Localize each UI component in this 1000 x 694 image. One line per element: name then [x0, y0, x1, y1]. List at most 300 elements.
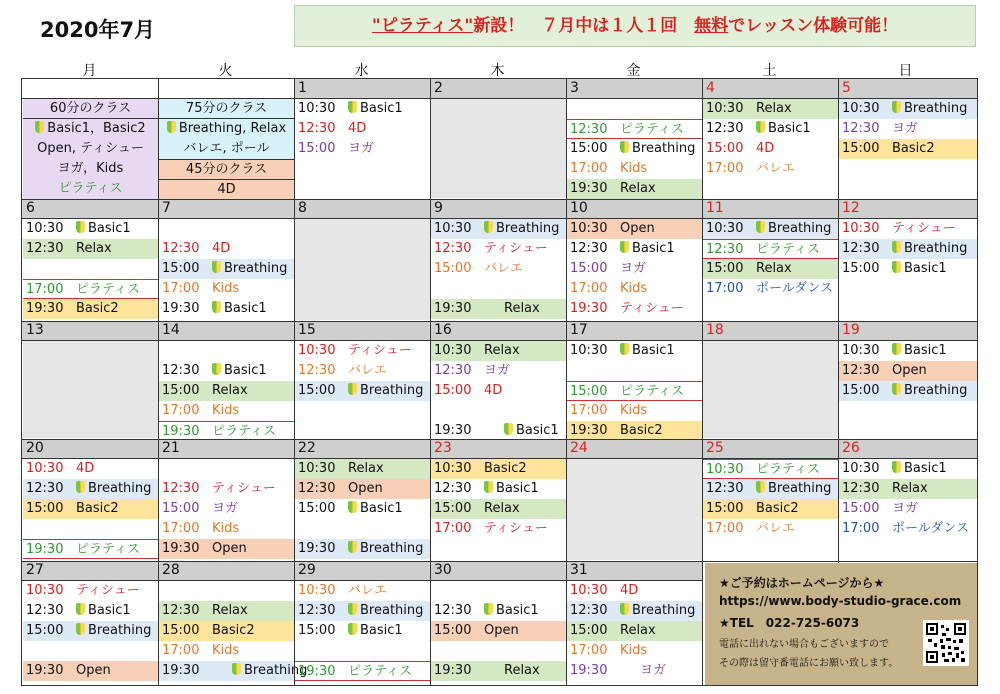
lesson-slot — [159, 239, 294, 259]
lesson-time: 15:00 — [842, 261, 880, 276]
lesson-slot — [703, 479, 838, 499]
lesson-time: 17:00 — [570, 161, 608, 176]
lesson-time: 19:30 — [26, 663, 64, 678]
closed-day — [23, 341, 158, 438]
lesson-slot — [839, 259, 977, 279]
lesson-name-text: Basic1 — [224, 363, 267, 378]
lesson-time: 15:00 — [570, 384, 608, 399]
lesson-time: 15:00 — [434, 623, 472, 638]
legend-60-text: Basic1，Basic2 — [47, 121, 146, 136]
date-number: 31 — [570, 562, 588, 578]
beginner-leaf-icon — [756, 221, 765, 233]
lesson-slot — [567, 239, 702, 259]
beginner-leaf-icon — [76, 623, 85, 635]
lesson-slot — [159, 401, 294, 421]
legend-45-item: 4D — [217, 182, 236, 197]
lesson-name — [484, 219, 559, 239]
lesson-slot — [23, 299, 158, 319]
date-number: 9 — [434, 200, 443, 216]
lesson-name — [504, 421, 559, 441]
lesson-time: 10:30 — [842, 101, 880, 116]
lesson-name — [76, 280, 140, 300]
lesson-time: 19:30 — [162, 541, 200, 556]
lesson-name — [620, 401, 647, 421]
lesson-time: 12:30 — [570, 122, 608, 137]
lesson-slot — [159, 259, 294, 279]
lesson-name — [212, 519, 239, 539]
lesson-name-text: Basic1 — [632, 241, 675, 256]
lesson-slot — [431, 621, 566, 641]
info-tel: ★TEL 022-725-6073 — [719, 616, 860, 630]
lesson-time: 12:30 — [26, 241, 64, 256]
date-number: 26 — [842, 440, 860, 456]
date-number: 28 — [162, 562, 180, 578]
lesson-time: 10:30 — [570, 583, 608, 598]
date-number: 27 — [26, 562, 44, 578]
lesson-slot — [159, 661, 308, 681]
lesson-time: 12:30 — [434, 603, 472, 618]
lesson-name — [212, 259, 287, 279]
lesson-time: 19:30 — [570, 663, 608, 678]
lesson-name — [484, 459, 527, 479]
lesson-time: 19:30 — [570, 301, 608, 316]
lesson-name-text: Kids — [620, 161, 648, 176]
beginner-leaf-icon — [76, 221, 85, 233]
lesson-name — [620, 239, 675, 259]
lesson-name-text: Basic1 — [88, 221, 131, 236]
lesson-time: 12:30 — [298, 603, 336, 618]
legend-75min — [159, 99, 294, 159]
lesson-time: 15:00 — [162, 623, 200, 638]
lesson-slot — [703, 499, 838, 519]
lesson-time: 10:30 — [434, 461, 472, 476]
legend-60-item — [23, 139, 158, 159]
lesson-time: 17:00 — [162, 403, 200, 418]
lesson-name-text: 4D — [212, 241, 231, 256]
lesson-slot — [159, 421, 294, 441]
lesson-time: 15:00 — [162, 261, 200, 276]
lesson-name-text: Basic2 — [76, 501, 119, 516]
lesson-slot — [703, 119, 838, 139]
lesson-slot — [703, 459, 838, 479]
lesson-time: 12:30 — [706, 481, 744, 496]
beginner-leaf-icon — [348, 501, 357, 513]
column-divider — [294, 79, 295, 685]
lesson-slot — [295, 99, 430, 119]
date-bar — [838, 79, 977, 99]
lesson-slot — [839, 239, 977, 259]
lesson-slot — [431, 361, 566, 381]
lesson-name — [348, 539, 423, 559]
lesson-name — [212, 601, 248, 621]
lesson-name-text: Basic2 — [212, 623, 255, 638]
lesson-time: 10:30 — [570, 343, 608, 358]
lesson-name-text: 4D — [484, 383, 503, 398]
date-number: 6 — [26, 200, 35, 216]
lesson-slot — [431, 661, 566, 681]
lesson-name-text: Breathing — [632, 603, 696, 618]
beginner-leaf-icon — [756, 121, 765, 133]
date-number: 14 — [162, 322, 180, 338]
lesson-name — [620, 641, 647, 661]
lesson-time: 10:30 — [706, 101, 744, 116]
lesson-slot — [839, 381, 977, 401]
lesson-name-text: Relax — [348, 461, 384, 476]
column-divider — [702, 79, 703, 685]
date-bar — [838, 439, 977, 459]
lesson-name-text: ティシュー — [76, 583, 140, 598]
lesson-time: 17:00 — [842, 521, 880, 536]
lesson-slot — [159, 519, 294, 539]
lesson-name — [620, 382, 684, 402]
lesson-slot — [295, 661, 430, 681]
lesson-time: 17:00 — [570, 281, 608, 296]
date-bar — [430, 199, 566, 219]
lesson-name-text: Basic2 — [620, 423, 663, 438]
lesson-name — [756, 240, 820, 260]
lesson-time: 15:00 — [842, 383, 880, 398]
lesson-name — [620, 279, 647, 299]
lesson-name-text: 4D — [348, 121, 367, 136]
beginner-leaf-icon — [484, 481, 493, 493]
lesson-time: 12:30 — [162, 603, 200, 618]
lesson-time: 15:00 — [26, 501, 64, 516]
lesson-name — [484, 341, 520, 361]
lesson-name-text: ピラティス — [212, 424, 276, 439]
lesson-time: 12:30 — [842, 481, 880, 496]
lesson-slot — [839, 479, 977, 499]
lesson-name-text: Kids — [212, 281, 240, 296]
date-number: 12 — [842, 200, 860, 216]
lesson-time: 19:30 — [570, 423, 608, 438]
lesson-slot — [295, 381, 430, 401]
lesson-slot — [159, 299, 294, 319]
info-note-2: その際は留守番電話にお願い致します。 — [719, 658, 899, 669]
lesson-slot — [23, 459, 158, 479]
date-bar — [294, 561, 430, 581]
lesson-name — [620, 299, 684, 319]
lesson-name — [620, 179, 656, 199]
legend-60-item — [23, 159, 158, 179]
lesson-name-text: Basic1 — [904, 343, 947, 358]
lesson-time: 15:00 — [298, 501, 336, 516]
lesson-name — [76, 219, 131, 239]
beginner-leaf-icon — [484, 221, 493, 233]
lesson-name — [348, 459, 384, 479]
date-bar — [158, 199, 294, 219]
lesson-slot — [159, 499, 294, 519]
lesson-name-text: Basic1 — [496, 603, 539, 618]
lesson-slot — [295, 361, 430, 381]
legend-75-item — [159, 139, 294, 159]
lesson-slot — [567, 119, 702, 139]
lesson-slot — [159, 539, 294, 559]
lesson-name — [212, 539, 247, 559]
lesson-name — [756, 279, 833, 299]
date-number: 29 — [298, 562, 316, 578]
lesson-name-text: Kids — [620, 643, 648, 658]
beginner-leaf-icon — [892, 261, 901, 273]
legend-75-text: Breathing, Relax — [178, 121, 287, 136]
lesson-name-text: ティシュー — [212, 481, 276, 496]
lesson-slot — [567, 279, 702, 299]
lesson-time: 17:00 — [706, 161, 744, 176]
lesson-slot — [431, 259, 566, 279]
lesson-slot — [567, 621, 702, 641]
lesson-name-text: Breathing — [632, 141, 696, 156]
beginner-leaf-icon — [892, 343, 901, 355]
lesson-name — [892, 361, 927, 381]
lesson-name-text: Relax — [76, 241, 112, 256]
lesson-name — [76, 499, 119, 519]
legend-60-item — [23, 119, 158, 139]
legend-60-text: Open, ティシュー — [37, 141, 144, 156]
lesson-slot — [23, 239, 158, 259]
lesson-name-text: Breathing — [88, 481, 152, 496]
lesson-slot — [295, 539, 430, 559]
lesson-time: 15:00 — [570, 261, 608, 276]
lesson-time: 12:30 — [434, 481, 472, 496]
date-number: 20 — [26, 440, 44, 456]
beginner-leaf-icon — [484, 603, 493, 615]
lesson-name — [504, 299, 540, 319]
beginner-leaf-icon — [35, 121, 44, 133]
lesson-slot — [703, 99, 838, 119]
lesson-name-text: Open — [212, 541, 247, 556]
lesson-time: 19:30 — [26, 301, 64, 316]
lesson-name-text: ピラティス — [620, 384, 684, 399]
lesson-name — [484, 479, 539, 499]
lesson-name — [212, 641, 239, 661]
lesson-name-text: Basic1 — [904, 461, 947, 476]
lesson-name-text: Basic1 — [496, 481, 539, 496]
lesson-name — [892, 381, 967, 401]
lesson-time: 15:00 — [162, 501, 200, 516]
lesson-name — [756, 119, 811, 139]
lesson-time: 15:00 — [434, 501, 472, 516]
lesson-name-text: Relax — [756, 101, 792, 116]
lesson-slot — [431, 381, 566, 401]
legend-60-header: 60分のクラス — [23, 99, 158, 119]
info-url[interactable]: https://www.body-studio-grace.com — [719, 594, 962, 608]
lesson-time: 15:00 — [570, 623, 608, 638]
lesson-name — [76, 479, 151, 499]
lesson-name-text: ピラティス — [756, 462, 820, 477]
lesson-name-text: Breathing — [496, 221, 560, 236]
lesson-name-text: Breathing — [904, 383, 968, 398]
lesson-name — [620, 120, 684, 140]
lesson-slot — [23, 621, 158, 641]
lesson-name — [348, 361, 387, 381]
lesson-name-text: Basic1 — [360, 623, 403, 638]
lesson-time: 10:30 — [298, 343, 336, 358]
lesson-time: 10:30 — [706, 221, 744, 236]
lesson-name — [892, 341, 947, 361]
lesson-time: 15:00 — [26, 623, 64, 638]
legend-60min — [23, 99, 158, 199]
date-number: 15 — [298, 322, 316, 338]
date-number: 25 — [706, 440, 724, 456]
lesson-name-text: Open — [620, 221, 655, 236]
lesson-name-text: Breathing — [360, 541, 424, 556]
info-reserve: ★ご予約はホームページから★ — [719, 576, 885, 590]
lesson-slot — [431, 459, 566, 479]
lesson-name-text: Relax — [212, 383, 248, 398]
lesson-name — [484, 381, 502, 401]
lesson-name-text: 4D — [756, 141, 775, 156]
lesson-name — [892, 139, 935, 159]
date-number: 2 — [434, 80, 443, 96]
lesson-name — [620, 139, 695, 159]
lesson-name-text: バレエ — [348, 583, 388, 598]
lesson-time: 19:30 — [434, 301, 472, 316]
lesson-name — [892, 479, 928, 499]
lesson-name — [348, 119, 366, 139]
lesson-name — [620, 219, 655, 239]
lesson-time: 12:30 — [26, 481, 64, 496]
row-divider — [22, 561, 977, 562]
date-bar — [566, 199, 702, 219]
lesson-name — [348, 139, 374, 159]
lesson-name — [620, 341, 675, 361]
legend-60-text: ヨガ，Kids — [57, 161, 124, 176]
date-bar — [702, 439, 838, 459]
beginner-leaf-icon — [620, 603, 629, 615]
lesson-slot — [295, 601, 430, 621]
lesson-name-text: ピラティス — [348, 664, 412, 679]
weekday-3: 木 — [490, 63, 505, 79]
lesson-time: 12:30 — [842, 363, 880, 378]
date-bar — [702, 321, 838, 341]
date-number: 19 — [842, 322, 860, 338]
date-bar — [838, 321, 977, 341]
lesson-name-text: Breathing — [768, 481, 832, 496]
lesson-slot — [23, 499, 158, 519]
date-number: 7 — [162, 200, 171, 216]
banner-text-2: でレッスン体験可能！ — [728, 16, 899, 36]
lesson-time: 10:30 — [842, 221, 880, 236]
lesson-time: 17:00 — [162, 521, 200, 536]
date-number: 8 — [298, 200, 307, 216]
weekday-1: 火 — [218, 63, 233, 79]
lesson-name-text: Basic1 — [224, 301, 267, 316]
lesson-name-text: ティシュー — [892, 221, 956, 236]
lesson-slot — [431, 239, 566, 259]
lesson-time: 10:30 — [298, 461, 336, 476]
lesson-slot — [703, 279, 838, 299]
lesson-time: 15:00 — [298, 383, 336, 398]
lesson-name-text: Open — [76, 663, 111, 678]
lesson-time: 12:30 — [842, 241, 880, 256]
lesson-name-text: Basic2 — [76, 301, 119, 316]
lesson-name — [892, 119, 918, 139]
lesson-slot — [839, 459, 977, 479]
lesson-slot — [703, 239, 838, 259]
lesson-slot — [567, 341, 702, 361]
date-bar — [566, 321, 702, 341]
lesson-name — [756, 99, 792, 119]
date-number: 24 — [570, 440, 588, 456]
date-number: 18 — [706, 322, 724, 338]
lesson-name — [892, 99, 967, 119]
lesson-slot — [703, 519, 838, 539]
beginner-leaf-icon — [756, 481, 765, 493]
lesson-name — [348, 499, 403, 519]
lesson-name-text: Breathing — [360, 383, 424, 398]
lesson-name-text: ピラティス — [76, 542, 140, 557]
lesson-name — [212, 361, 267, 381]
lesson-name — [76, 581, 140, 601]
date-number: 10 — [570, 200, 588, 216]
lesson-slot — [431, 479, 566, 499]
lesson-name — [348, 601, 423, 621]
beginner-leaf-icon — [348, 101, 357, 113]
lesson-time: 15:00 — [706, 261, 744, 276]
lesson-time: 10:30 — [842, 343, 880, 358]
closed-day — [431, 99, 566, 198]
lesson-slot — [295, 119, 430, 139]
promo-banner — [294, 5, 976, 47]
lesson-name — [76, 621, 151, 641]
lesson-name-text: Basic2 — [484, 461, 527, 476]
qr-code-icon[interactable] — [923, 620, 969, 666]
lesson-name-text: Breathing — [768, 221, 832, 236]
date-bar — [22, 439, 158, 459]
lesson-name — [504, 661, 540, 681]
lesson-name — [484, 239, 548, 259]
lesson-time: 17:00 — [570, 403, 608, 418]
lesson-time: 10:30 — [26, 583, 64, 598]
date-bar — [566, 79, 702, 99]
lesson-slot — [703, 219, 838, 239]
lesson-slot — [839, 99, 977, 119]
lesson-name — [212, 299, 267, 319]
lesson-name — [212, 479, 276, 499]
lesson-time: 17:00 — [26, 282, 64, 297]
legend-75-header: 75分のクラス — [159, 99, 294, 119]
lesson-name — [348, 479, 383, 499]
lesson-slot — [23, 539, 158, 559]
lesson-time: 12:30 — [298, 363, 336, 378]
lesson-time: 12:30 — [162, 241, 200, 256]
lesson-name-text: ヨガ — [640, 663, 667, 678]
lesson-slot — [159, 601, 294, 621]
lesson-name — [892, 459, 947, 479]
legend-75-text: バレエ, ポール — [183, 141, 270, 156]
lesson-name-text: ピラティス — [756, 242, 820, 257]
beginner-leaf-icon — [504, 423, 513, 435]
beginner-leaf-icon — [892, 241, 901, 253]
lesson-slot — [431, 299, 566, 319]
date-bar — [566, 439, 702, 459]
lesson-time: 12:30 — [298, 121, 336, 136]
lesson-slot — [567, 601, 702, 621]
lesson-name — [212, 621, 255, 641]
date-number: 22 — [298, 440, 316, 456]
lesson-slot — [23, 581, 158, 601]
lesson-slot — [431, 601, 566, 621]
lesson-name — [620, 259, 646, 279]
lesson-name-text: Kids — [212, 643, 240, 658]
lesson-name — [76, 661, 111, 681]
lesson-name — [76, 601, 131, 621]
lesson-time: 17:00 — [706, 281, 744, 296]
lesson-name-text: ピラティス — [76, 282, 140, 297]
lesson-name — [892, 499, 918, 519]
date-number: 3 — [570, 80, 579, 96]
lesson-name — [212, 239, 230, 259]
lesson-name-text: Relax — [212, 603, 248, 618]
